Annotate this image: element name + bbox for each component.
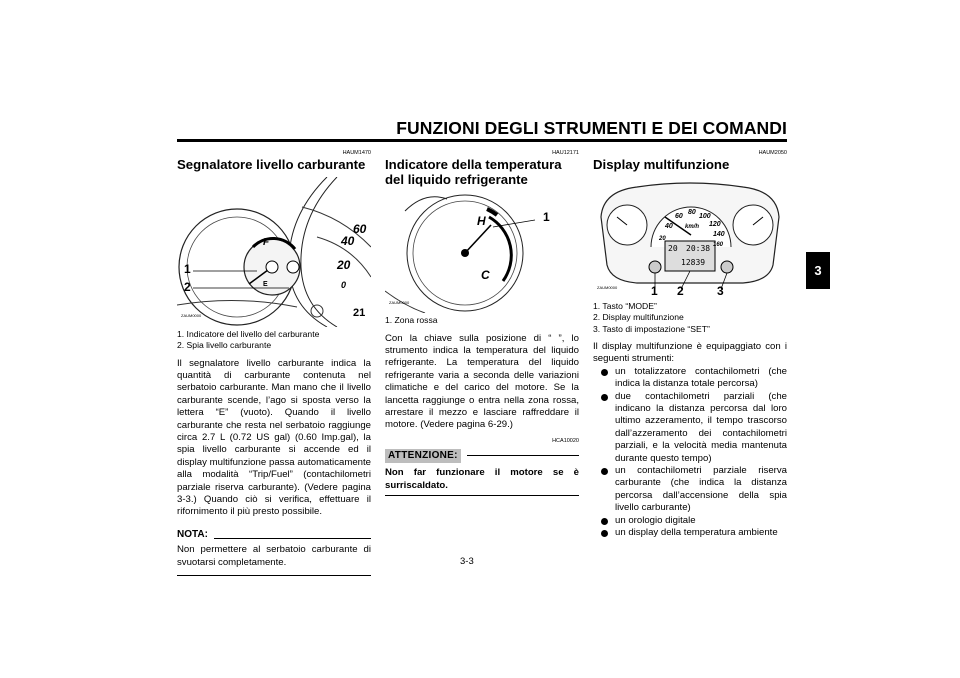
lcd-temp-readout: 20 xyxy=(668,243,678,253)
caption-item: 1. Indicatore del livello del carburante xyxy=(177,328,320,339)
speed-0-label: 0 xyxy=(341,279,347,290)
figure-code: ZAUM0000 xyxy=(597,285,618,291)
caption-item: 1. Tasto “MODE” xyxy=(593,300,657,311)
callout-1: 1 xyxy=(543,210,550,224)
section-code: HAU12171 xyxy=(552,150,579,156)
body-text: Il segnalatore livello carburante indica la quantità di carburante contenuta nel serbatoio carburante. Man mano che il livello carburante scende, l’ago si sposta verso la lettera “E” (vuoto). Quando il livello carburante che resta nel serbatoio raggiunge circa 2.7 L (0.72 US gal) (0.60 Imp.gal), la spia livello carburante si accende ed il display multifunzione passa automaticamente alla modalità “Trip/Fuel” (contachilometri parziale riserva carburante). (Vedere pagina 3-3.) Quando ciò si verifica, effettuare il rifornimento il più presto possibile. xyxy=(177,357,371,518)
figure-code: ZAUM0000 xyxy=(389,299,410,305)
section-code: HAUM1470 xyxy=(342,150,371,156)
section-title: Segnalatore livello carburante xyxy=(177,157,366,172)
attention-end-rule xyxy=(385,495,579,496)
temp-gauge-figure xyxy=(385,191,579,313)
list-item: un totalizzatore contachilometri (che indica la distanza totale percorsa) xyxy=(593,366,787,391)
speedo-label-160: 160 xyxy=(713,241,724,248)
lcd-clock-readout: 20:38 xyxy=(686,243,711,253)
list-item: un contachilometri parziale riserva carburante (che indica la distanza percorsa dall’accensione della spia livello carburante) xyxy=(593,465,787,515)
column-fuel-gauge xyxy=(177,150,371,576)
header-rule xyxy=(177,139,787,142)
lcd-digits-label: 21 xyxy=(353,306,366,319)
callout-1: 1 xyxy=(184,261,191,276)
attention-heading xyxy=(385,449,579,463)
list-item: un display della temperatura ambiente xyxy=(593,527,787,539)
caption-item: 2. Display multifunzione xyxy=(593,312,684,322)
callout-1: 1 xyxy=(651,283,658,298)
attention-code: HCA10020 xyxy=(552,437,579,444)
caption-item: 1. Zona rossa xyxy=(385,315,438,325)
fuel-gauge-figure xyxy=(177,177,371,327)
nota-rule xyxy=(214,538,371,539)
section-title: Display multifunzione xyxy=(593,157,730,172)
column-coolant-temp xyxy=(385,150,579,496)
figure-captions xyxy=(593,301,787,336)
dashboard-figure xyxy=(593,177,787,299)
speedo-label-40: 40 xyxy=(665,222,673,230)
fuel-empty-label: E xyxy=(263,280,268,288)
list-item: un orologio digitale xyxy=(593,515,787,527)
speedo-label-140: 140 xyxy=(713,230,725,238)
body-text: Con la chiave sulla posizione di “ ”, lo strumento indica la temperatura del liquido refrigerante. La temperatura del liquido refrigerante varia a seconda delle variazioni climatiche e del carico del motore. Se la lancetta raggiunge o entra nella zona rossa, arrestare il mezzo e lasciare raffreddare il motore. (Vedere pagina 6-29.) xyxy=(385,332,579,431)
speed-60-label: 60 xyxy=(353,221,367,236)
caption-item: 3. Tasto di impostazione “SET” xyxy=(593,323,710,334)
attention-title: ATTENZIONE: xyxy=(385,449,461,463)
column-multifunction-display xyxy=(593,150,787,540)
page-header-title: FUNZIONI DEGLI STRUMENTI E DEI COMANDI xyxy=(396,118,787,138)
temp-cold-label: C xyxy=(481,268,490,282)
speedo-label-100: 100 xyxy=(699,212,711,220)
speed-20-label: 20 xyxy=(337,257,351,272)
nota-end-rule xyxy=(177,575,371,576)
figure-code: ZAUM0000 xyxy=(181,313,202,319)
speed-40-label: 40 xyxy=(341,233,355,248)
speedo-label-80: 80 xyxy=(688,208,696,216)
figure-captions xyxy=(177,329,371,352)
temp-hot-label: H xyxy=(477,214,486,228)
section-title: Indicatore della temperatura del liquido refrigerante xyxy=(385,157,562,187)
page-number: 3-3 xyxy=(460,556,474,567)
speedo-label-60: 60 xyxy=(675,212,683,220)
caption-item: 2. Spia livello carburante xyxy=(177,340,272,350)
nota-heading xyxy=(177,529,371,541)
intro-text: Il display multifunzione è equipaggiato con i seguenti strumenti: xyxy=(593,341,787,365)
lcd-odometer-readout: 12839 xyxy=(681,257,706,267)
speedo-unit-label: km/h xyxy=(685,223,700,230)
list-item: due contachilometri parziali (che indicano la distanza percorsa dal loro ultimo azzeramento, il tempo trascorso dall’azzeramento dei contachilometri parziali, e la velocità media mantenuta durante questo tempo) xyxy=(593,391,787,465)
speedo-label-20: 20 xyxy=(659,235,666,242)
fuel-full-label: F xyxy=(263,236,270,248)
section-code: HAUM2050 xyxy=(758,150,787,156)
nota-title: NOTA: xyxy=(177,528,208,540)
callout-2: 2 xyxy=(184,279,191,294)
attention-rule xyxy=(467,455,579,456)
figure-captions xyxy=(385,315,579,327)
nota-text: Non permettere al serbatoio carburante di svuotarsi completamente. xyxy=(177,544,371,568)
callout-2: 2 xyxy=(677,283,684,298)
chapter-tab: 3 xyxy=(806,252,830,289)
callout-3: 3 xyxy=(717,283,724,298)
speedo-label-120: 120 xyxy=(709,220,721,228)
attention-text: Non far funzionare il motore se è surriscaldato. xyxy=(385,467,579,491)
